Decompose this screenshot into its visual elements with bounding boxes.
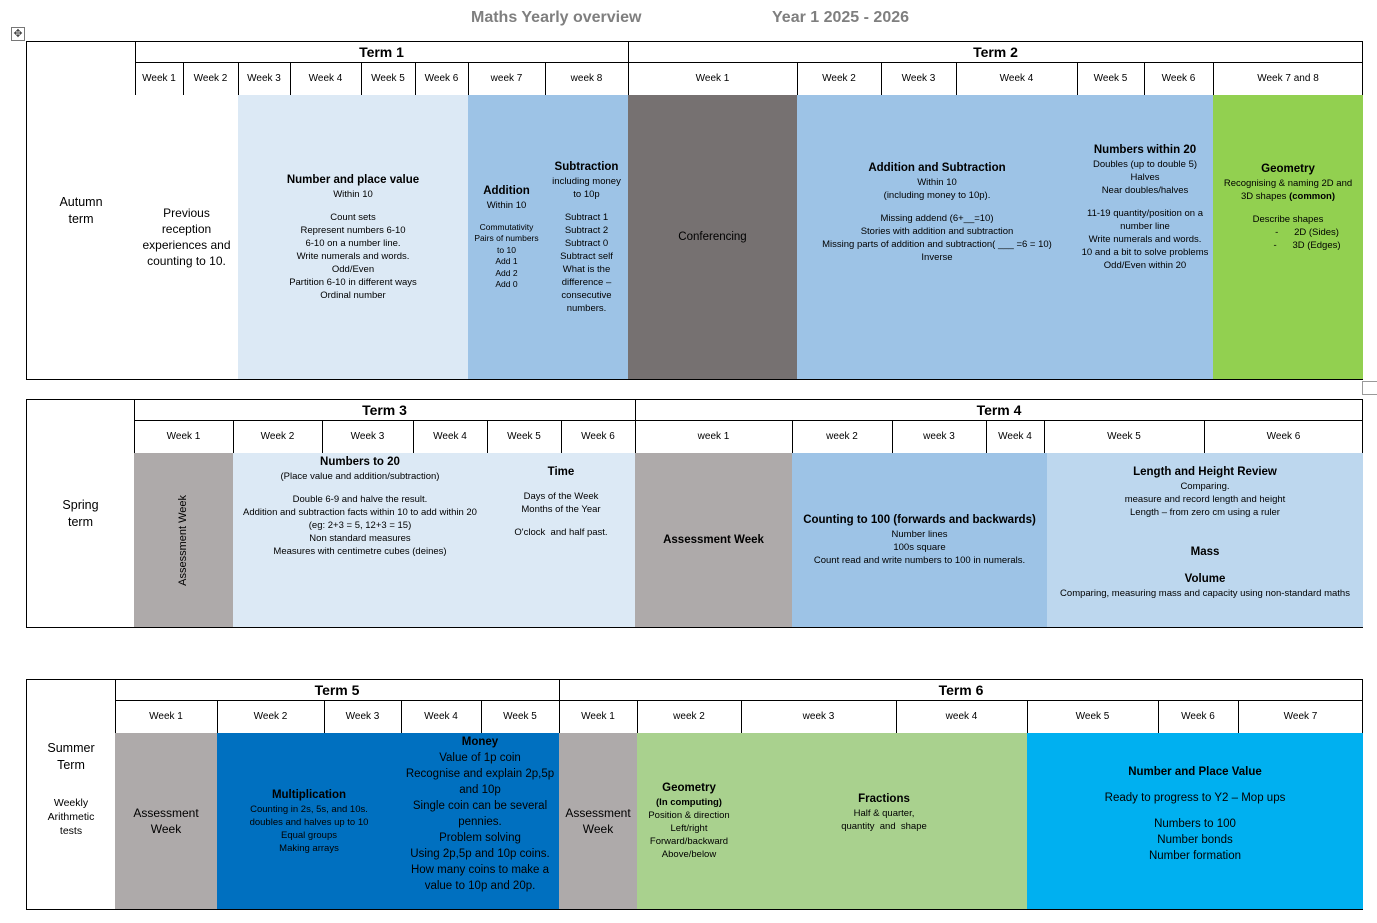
block-length-mass-volume: Length and Height Review Comparing. measure and record length and height Length – from zero cm using a ruler Mass Volume Comparing, measuring mass and capacity using non-standard maths [1047,453,1363,627]
autumn-term-label: Autumn term [27,42,136,379]
week-header: Week 2 [233,420,323,454]
week-header: Week 5 [481,700,560,734]
block-assessment-week-term5: Assessment Week [115,733,218,909]
week-header: Week 4 [401,700,482,734]
week-header: Week 1 [115,700,218,734]
summer-table [26,679,1363,910]
week-header: Week 1 [559,700,638,734]
block-number-place-value: Number and place value Within 10 Count sets Represent numbers 6-10 6-10 on a number line. Write numerals and words. Odd/Even Partition 6-10 in different ways Ordinal number [238,95,469,379]
week-header: Week 1 [134,420,234,454]
block-multiplication: Multiplication Counting in 2s, 5s, and 10s. doubles and halves up to 10 Equal groups Making arrays [217,733,402,909]
week-header: Week 1 [628,62,798,96]
block-time: Time Days of the Week Months of the Year O'clock and half past. [487,453,636,627]
block-geometry-autumn: Geometry Recognising & naming 2D and 3D shapes (common) Describe shapes - 2D (Sides) - 3D (Edges) [1213,95,1363,379]
term-4-header: Term 4 [635,400,1363,421]
block-subtraction: Subtraction including money to 10p Subtract 1 Subtract 2 Subtract 0 Subtract self What is the difference – consecutive numbers. [545,95,629,379]
week-header: Week 5 [1077,62,1145,96]
week-header: Week 4 [413,420,488,454]
week-header: Week 6 [1158,700,1239,734]
block-addition: Addition Within 10 Commutativity Pairs of numbers to 10 Add 1 Add 2 Add 0 [468,95,546,379]
block-geometry-summer: Geometry (In computing) Position & direction Left/right Forward/backward Above/below [637,733,742,909]
term-1-header: Term 1 [135,42,629,63]
page-title: Maths Yearly overview [471,9,642,26]
week-header: Week 1 [135,62,184,96]
block-numbers-within-20: Numbers within 20 Doubles (up to double 5) Halves Near doubles/halves 11-19 quantity/position on a number line Write numerals and words. 10 and a bit to solve problems Odd/Even within 20 [1077,95,1214,379]
term-6-header: Term 6 [559,680,1363,701]
week-header: Week 2 [217,700,325,734]
week-header: Week 3 [324,700,402,734]
week-header: Week 5 [1027,700,1159,734]
week-header: Week 4 [956,62,1078,96]
weekly-arithmetic-note: Weekly Arithmetic tests [47,797,95,837]
week-header: Week 6 [1144,62,1214,96]
week-header: Week 3 [238,62,291,96]
week-header: Week 6 [561,420,636,454]
block-assessment-week: Assessment Week [635,453,793,627]
block-assessment-week-term6: Assessment Week [559,733,638,909]
week-header: Week 5 [487,420,562,454]
week-header: Week 3 [881,62,957,96]
week-header: week 4 [896,700,1028,734]
week-header: Week 7 and 8 [1213,62,1363,96]
week-header: Week 2 [183,62,239,96]
block-numbers-to-20: Numbers to 20 (Place value and addition/subtraction) Double 6-9 and halve the result. Addition and subtraction facts within 10 to add within 20 (eg: 2+3 = 5, 12+3 = 15) Non standard measures Measures with centimetre cubes (deines) [233,453,488,627]
week-header: Week 4 [986,420,1045,454]
summer-term-label: Summer Term Weekly Arithmetic tests [27,680,116,909]
week-header: Week 4 [290,62,362,96]
term-5-header: Term 5 [115,680,560,701]
year-label: Year 1 2025 - 2026 [772,9,910,26]
week-header: Week 6 [1204,420,1363,454]
week-header: Week 5 [361,62,416,96]
week-header: Week 7 [1238,700,1363,734]
block-conferencing: Conferencing [628,95,798,379]
row-resize-icon[interactable] [1362,381,1377,395]
week-header: week 8 [545,62,629,96]
week-header: week 2 [637,700,742,734]
week-header: week 2 [792,420,893,454]
week-header: Week 3 [322,420,414,454]
term-3-header: Term 3 [134,400,636,421]
spring-table [26,399,1363,628]
move-cross-icon[interactable]: ✥ [11,27,25,41]
autumn-table [26,41,1363,380]
week-header: Week 2 [797,62,882,96]
block-addition-subtraction: Addition and Subtraction Within 10 (including money to 10p). Missing addend (6+__=10) Stories with addition and subtraction Missing parts of addition and subtraction( ___ =6 = 10) Inverse [797,95,1078,379]
block-previous-reception: Previous reception experiences and counting to 10. [135,95,239,379]
week-header: week 1 [635,420,793,454]
block-number-place-value-summer: Number and Place Value Ready to progress to Y2 – Mop ups Numbers to 100 Number bonds Number formation [1027,733,1363,909]
block-money: Money Value of 1p coin Recognise and explain 2p,5p and 10p Single coin can be several pennies. Problem solving Using 2p,5p and 10p coins. How many coins to make a value to 10p and 20p. [401,733,560,909]
term-2-header: Term 2 [628,42,1363,63]
block-assessment-week-vertical: Assessment Week [134,453,234,627]
spring-term-label: Spring term [27,400,135,627]
week-header: Week 6 [415,62,469,96]
week-header: week 7 [468,62,546,96]
block-counting-to-100: Counting to 100 (forwards and backwards) Number lines 100s square Count read and write numbers to 100 in numerals. [792,453,1048,627]
block-fractions: Fractions Half & quarter, quantity and shape [741,733,1028,909]
week-header: week 3 [892,420,987,454]
week-header: week 3 [741,700,897,734]
week-header: Week 5 [1044,420,1205,454]
